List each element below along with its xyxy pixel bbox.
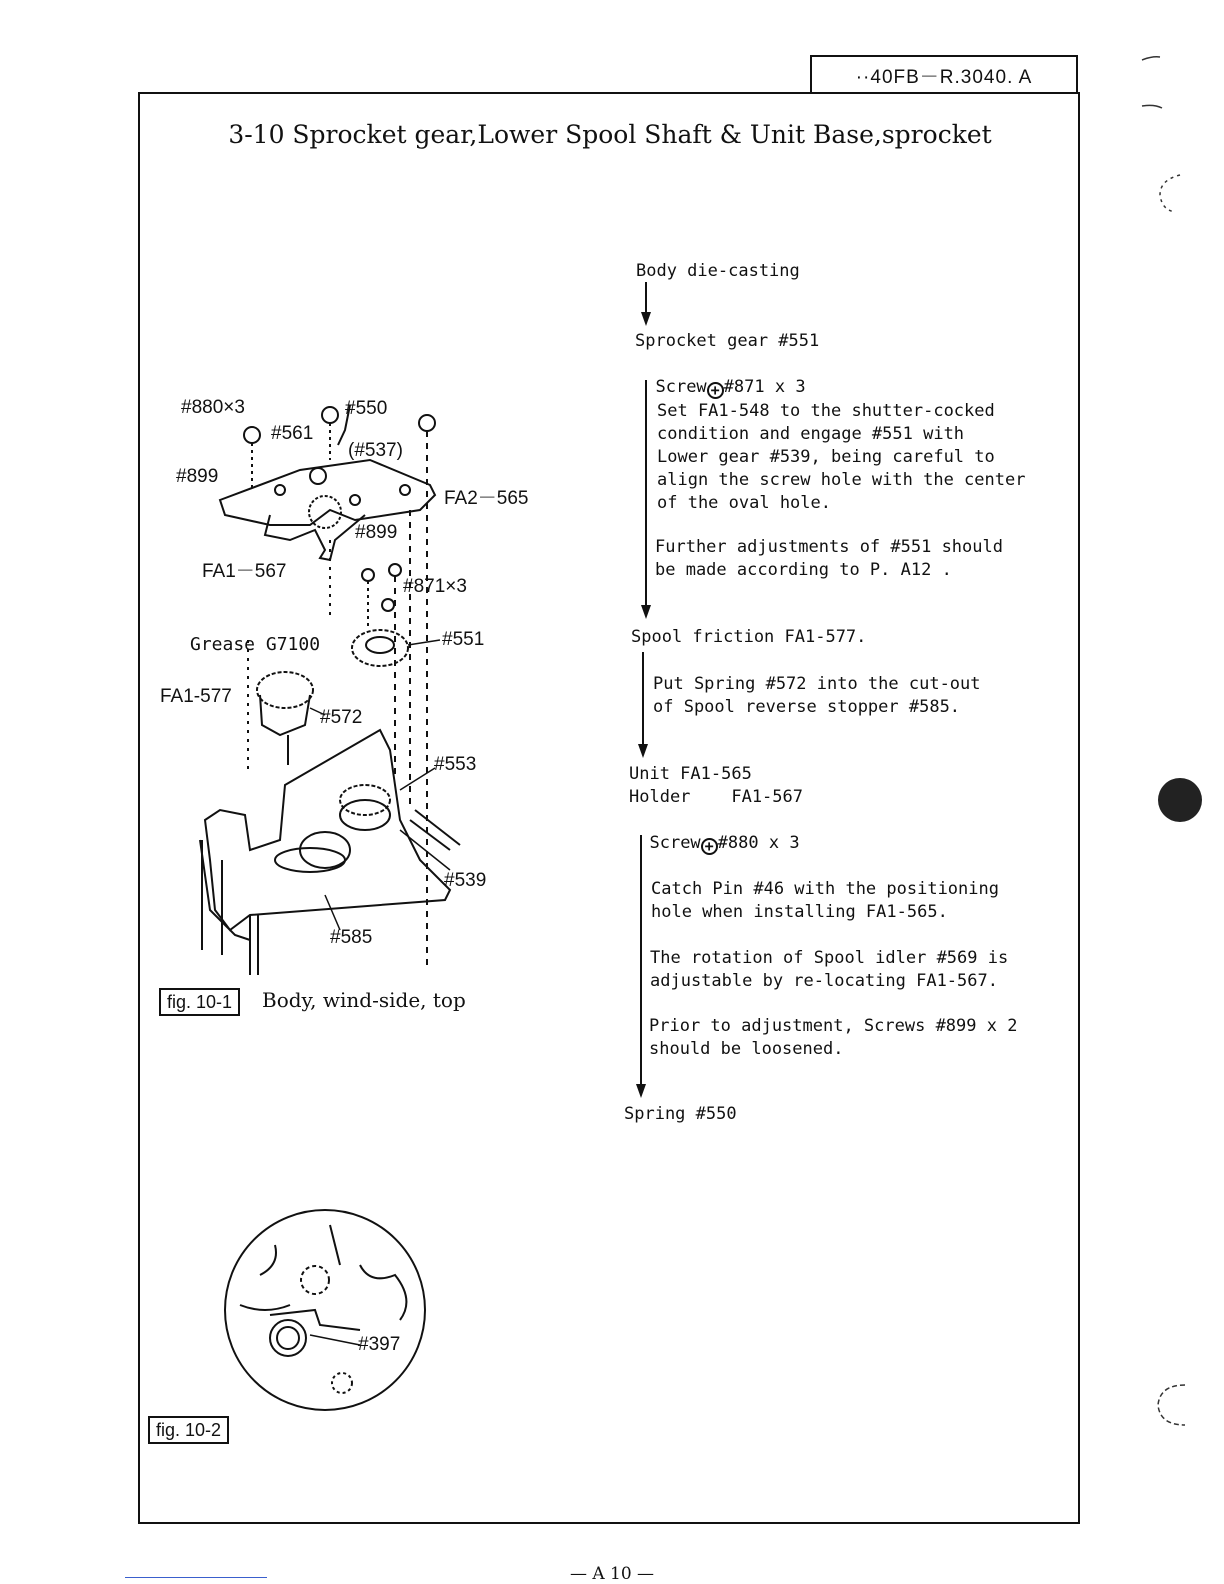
label-551: #551 xyxy=(442,629,485,650)
flow-arrow-icon xyxy=(638,744,648,758)
note-spool-idler-569: The rotation of Spool idler #569 is adjustable by re-locating FA1-567. xyxy=(650,948,1009,991)
label-899-right: #899 xyxy=(355,522,398,543)
fig-10-1-caption: Body, wind-side, top xyxy=(262,988,466,1012)
blue-rule xyxy=(125,1577,267,1578)
label-553: #553 xyxy=(434,754,477,775)
note-screws-899: Prior to adjustment, Screws #899 x 2 should be loosened. xyxy=(649,1016,1018,1059)
label-899-left: #899 xyxy=(176,466,219,487)
note-catch-pin-46: Catch Pin #46 with the positioning hole when installing FA1-565. xyxy=(651,879,999,922)
fig-10-2-label: fig. 10-2 xyxy=(148,1416,229,1444)
document-code: ··40FB－R.3040. A xyxy=(810,55,1078,93)
flow-connector xyxy=(645,282,647,312)
screw-spec: #880 x 3 xyxy=(717,833,800,853)
phillips-screw-icon: + xyxy=(707,382,724,399)
label-fa1-567: FA1－567 xyxy=(202,561,287,582)
flow-arrow-icon xyxy=(641,312,651,326)
flow-step-sprocket-gear: Sprocket gear #551 xyxy=(635,331,820,351)
label-550: #550 xyxy=(345,398,388,419)
flow-step-body-die-casting: Body die-casting xyxy=(636,261,800,281)
label-fa1-577: FA1-577 xyxy=(160,686,232,707)
note-set-fa1-548: Set FA1-548 to the shutter-cocked condition and engage #551 with Lower gear #539, being careful to align the screw hole with the center of the oval hole. xyxy=(657,401,1026,513)
flow-step-spool-friction: Spool friction FA1-577. xyxy=(631,627,867,647)
flow-arrow-icon xyxy=(636,1084,646,1098)
flow-step-holder-fa1-567: Holder FA1-567 xyxy=(629,787,803,807)
note-put-spring-572: Put Spring #572 into the cut-out of Spool reverse stopper #585. xyxy=(653,674,981,717)
unit-plate-fa2-565 xyxy=(220,460,435,525)
label-grease: Grease G7100 xyxy=(190,634,321,655)
screw-880-icon xyxy=(244,407,435,970)
flow-step-unit-fa1-565: Unit FA1-565 xyxy=(629,764,752,784)
flow-connector xyxy=(642,652,644,744)
flow-arrow-icon xyxy=(641,605,651,619)
label-fa2-565: FA2－565 xyxy=(444,488,529,509)
label-537: (#537) xyxy=(348,440,403,461)
screw-label: Screw xyxy=(655,377,707,397)
screw-spec: #871 x 3 xyxy=(723,377,806,397)
detail-circle-drawing xyxy=(220,1205,430,1415)
flow-step-screw-880 xyxy=(629,809,800,855)
page-number: — A 10 — xyxy=(569,1564,655,1584)
phillips-screw-icon: + xyxy=(701,838,718,855)
flow-connector xyxy=(640,835,642,1085)
page-title: 3-10 Sprocket gear,Lower Spool Shaft & Unit Base,sprocket xyxy=(228,120,992,149)
screw-label: Screw xyxy=(649,833,701,853)
flow-connector xyxy=(645,380,647,605)
label-561: #561 xyxy=(271,423,314,444)
label-585: #585 xyxy=(330,927,373,948)
note-further-adjustments: Further adjustments of #551 should be made according to P. A12 . xyxy=(655,537,1003,580)
scan-margin-marks xyxy=(1130,40,1220,1440)
label-397: #397 xyxy=(358,1334,401,1355)
label-880: #880×3 xyxy=(181,397,245,418)
flow-step-spring-550: Spring #550 xyxy=(624,1104,737,1124)
label-871: #871×3 xyxy=(403,576,467,597)
label-572: #572 xyxy=(320,707,363,728)
flow-step-screw-871 xyxy=(635,353,806,399)
label-539: #539 xyxy=(444,870,487,891)
fig-10-1-label: fig. 10-1 xyxy=(159,988,240,1016)
